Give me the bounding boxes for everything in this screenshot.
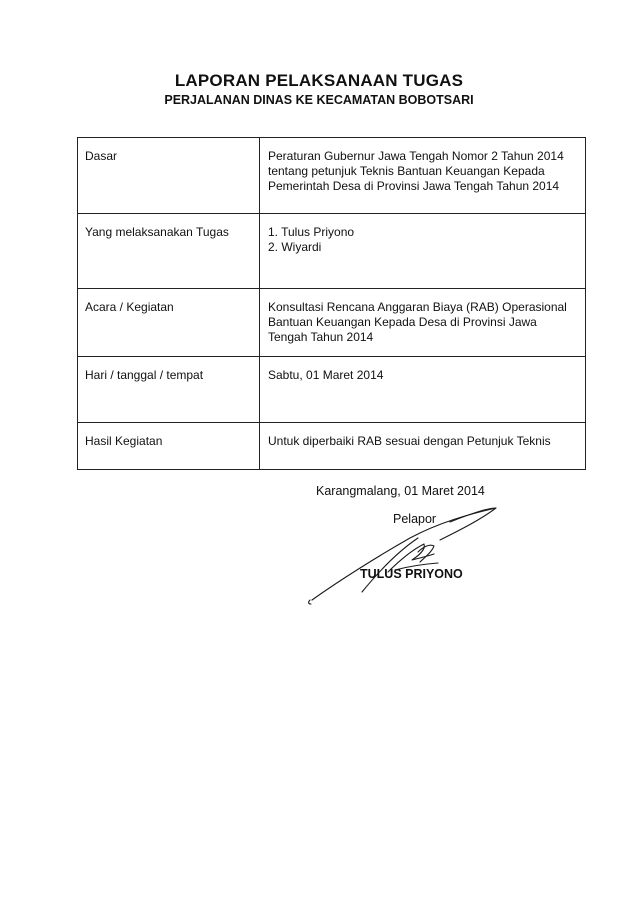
row-label-hari: Hari / tanggal / tempat [78,357,260,423]
row-value-pelaksana [260,214,586,289]
table-row [78,138,586,214]
value-line: Sabtu, 01 Maret 2014 [268,368,384,382]
value-line: tentang petunjuk Teknis Bantuan Keuangan Kepada [268,164,545,178]
row-value-hasil [260,423,586,470]
row-label-acara: Acara / Kegiatan [78,289,260,357]
value-line: Pemerintah Desa di Provinsi Jawa Tengah Tahun 2014 [268,179,560,193]
value-line: 1. Tulus Priyono [268,225,355,239]
row-value-hari [260,357,586,423]
table-row [78,423,586,470]
table-row [78,214,586,289]
table-row [78,289,586,357]
row-label-pelaksana: Yang melaksanakan Tugas [78,214,260,289]
row-value-dasar [260,138,586,214]
report-subtitle: PERJALANAN DINAS KE KECAMATAN BOBOTSARI [164,93,474,107]
handwritten-signature [300,500,510,610]
signature-role: Pelapor [393,512,437,526]
row-value-acara [260,289,586,357]
value-line: Untuk diperbaiki RAB sesuai dengan Petunjuk Teknis [268,434,551,448]
table-row [78,357,586,423]
row-label-hasil: Hasil Kegiatan [78,423,260,470]
report-table [77,137,586,470]
value-line: Tengah Tahun 2014 [268,330,374,344]
signature-place-date: Karangmalang, 01 Maret 2014 [316,484,485,498]
value-line: 2. Wiyardi [268,240,322,254]
value-line: Peraturan Gubernur Jawa Tengah Nomor 2 Tahun 2014 [268,149,564,163]
row-label-dasar: Dasar [78,138,260,214]
report-title: LAPORAN PELAKSANAAN TUGAS [174,71,464,90]
signature-name: TULUS PRIYONO [360,567,463,581]
value-line: Bantuan Keuangan Kepada Desa di Provinsi Jawa [268,315,537,329]
value-line: Konsultasi Rencana Anggaran Biaya (RAB) Operasional [268,300,567,314]
